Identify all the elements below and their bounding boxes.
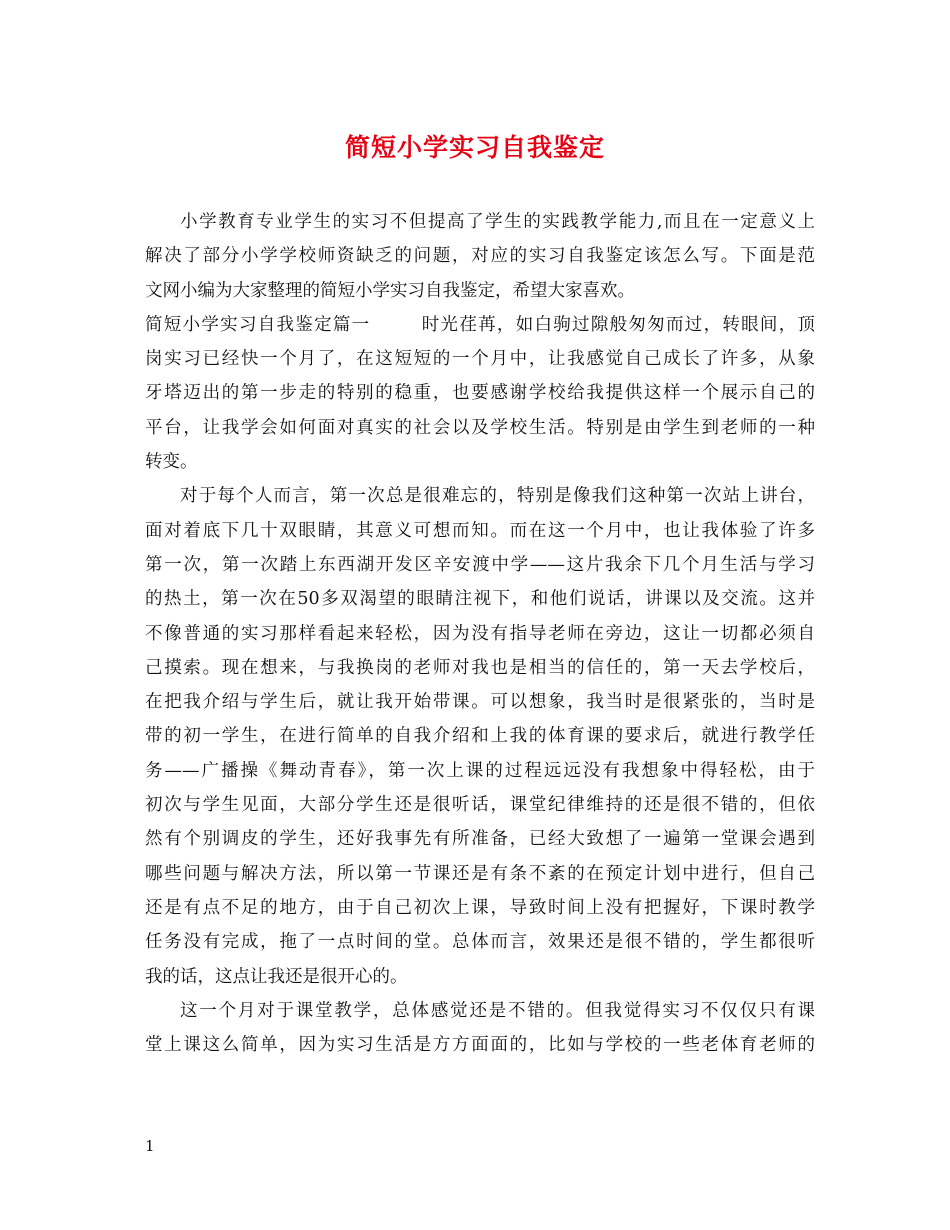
text-line: 面对着底下几十双眼睛，其意义可想而知。而在这一个月中，也让我体验了许多: [145, 520, 815, 541]
text-line: 对于每个人而言，第一次总是很难忘的，特别是像我们这种第一次站上讲台，: [180, 486, 815, 507]
text-line: 转变。: [145, 452, 198, 473]
text-line: 这一个月对于课堂教学，总体感觉还是不错的。但我觉得实习不仅仅只有课: [180, 1000, 815, 1021]
text-line: 时光荏苒，如白驹过隙般匆匆而过，转眼间，顶: [420, 314, 816, 335]
document-body: [145, 205, 815, 1062]
text-line: 第一次，第一次踏上东西湖开发区辛安渡中学——这片我余下几个月生活与学习: [145, 554, 815, 575]
text-line: 带的初一学生，在进行简单的自我介绍和上我的体育课的要求后，就进行教学任: [145, 726, 815, 747]
document-title: 简短小学实习自我鉴定: [344, 133, 605, 162]
text-line: 解决了部分小学学校师资缺乏的问题，对应的实习自我鉴定该怎么写。下面是范: [145, 246, 815, 267]
text-line: 然有个别调皮的学生，还好我事先有所准备，已经大致想了一遍第一堂课会遇到: [145, 829, 815, 850]
text-line: 堂上课这么简单，因为实习生活是方方面面的，比如与学校的一些老体育老师的: [145, 1035, 815, 1056]
text-line: 哪些问题与解决方法，所以第一节课还是有条不紊的在预定计划中进行，但自己: [145, 863, 815, 884]
page-number: 1: [145, 1137, 155, 1155]
text-line: 岗实习已经快一个月了，在这短短的一个月中，让我感觉自己成长了许多，从象: [145, 349, 815, 370]
text-line: 己摸索。现在想来，与我换岗的老师对我也是相当的信任的，第一天去学校后，: [145, 657, 815, 678]
text-line: 任务没有完成，拖了一点时间的堂。总体而言，效果还是很不错的，学生都很听: [145, 932, 815, 953]
text-line: 文网小编为大家整理的简短小学实习自我鉴定，希望大家喜欢。: [145, 280, 635, 301]
text-line: 平台，让我学会如何面对真实的社会以及学校生活。特别是由学生到老师的一种: [145, 417, 815, 438]
text-line: 牙塔迈出的第一步走的特别的稳重，也要感谢学校给我提供这样一个展示自己的: [145, 383, 815, 404]
text-line: 小学教育专业学生的实习不但提高了学生的实践教学能力,而且在一定意义上: [180, 212, 815, 232]
text-line: 务——广播操《舞动青春》，第一次上课的过程远远没有我想象中得轻松，由于: [145, 760, 815, 781]
text-line: 不像普通的实习那样看起来轻松，因为没有指导老师在旁边，这让一切都必须自: [145, 623, 815, 644]
text-line: 的热土，第一次在50多双渴望的眼睛注视下，和他们说话，讲课以及交流。这并: [145, 589, 815, 610]
text-line: 我的话，这点让我还是很开心的。: [145, 966, 408, 987]
section-heading-line: [145, 308, 815, 342]
text-line: 初次与学生见面，大部分学生还是很听话，课堂纪律维持的还是很不错的，但依: [145, 795, 815, 816]
section-heading: 简短小学实习自我鉴定篇一: [145, 314, 371, 335]
text-line: 在把我介绍与学生后，就让我开始带课。可以想象，我当时是很紧张的，当时是: [145, 692, 815, 713]
text-line: 还是有点不足的地方，由于自己初次上课，导致时间上没有把握好，下课时教学: [145, 897, 815, 918]
